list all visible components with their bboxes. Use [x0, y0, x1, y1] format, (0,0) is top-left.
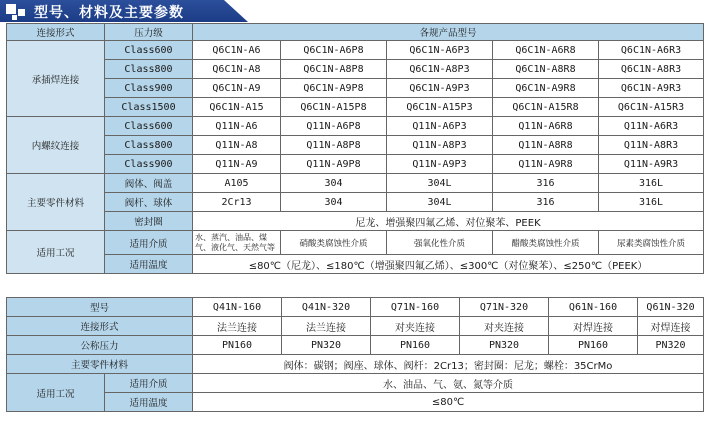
- model-cell: Q6C1N-A6P3: [387, 41, 493, 60]
- connection-cell: 法兰连接: [282, 317, 371, 336]
- pressure-label: 公称压力: [7, 336, 193, 355]
- material-cell: 304: [281, 174, 387, 193]
- model-cell: Q6C1N-A15P3: [387, 98, 493, 117]
- material-cell: 316: [493, 193, 599, 212]
- model-cell: Q6C1N-A8P3: [387, 60, 493, 79]
- pressure-cell: Class800: [105, 60, 193, 79]
- medium-value: 水、油品、气、氨、氮等介质: [193, 374, 704, 393]
- model-cell: Q61N-160: [549, 298, 638, 317]
- model-cell: Q71N-320: [460, 298, 549, 317]
- model-cell: Q6C1N-A9: [193, 79, 281, 98]
- pressure-cell: PN320: [282, 336, 371, 355]
- model-cell: Q6C1N-A6R8: [493, 41, 599, 60]
- connection-cell: 对夹连接: [371, 317, 460, 336]
- medium-cell: 水、蒸汽、油品、煤气、液化气、天然气等: [193, 231, 281, 255]
- material-cell: 304: [281, 193, 387, 212]
- model-cell: Q11N-A9R3: [599, 155, 704, 174]
- model-label: 型号: [7, 298, 193, 317]
- model-cell: Q11N-A6R3: [599, 117, 704, 136]
- model-cell: Q6C1N-A6P8: [281, 41, 387, 60]
- model-cell: Q11N-A8R8: [493, 136, 599, 155]
- conditions-label: 适用工况: [7, 374, 105, 412]
- banner-square-icon: [18, 9, 25, 16]
- pressure-cell: PN160: [371, 336, 460, 355]
- body-material-label: 阀体、阀盖: [105, 174, 193, 193]
- connection-cell: 法兰连接: [193, 317, 282, 336]
- materials-value: 阀体：碳钢；阀座、球体、阀杆：2Cr13；密封圈：尼龙；螺栓：35CrMo: [193, 355, 704, 374]
- pressure-cell: Class900: [105, 155, 193, 174]
- model-cell: Q11N-A8: [193, 136, 281, 155]
- connection-cell: 对夹连接: [460, 317, 549, 336]
- pressure-cell: Class600: [105, 41, 193, 60]
- model-cell: Q6C1N-A8R3: [599, 60, 704, 79]
- banner-slant: [224, 0, 248, 22]
- temperature-label: 适用温度: [105, 255, 193, 274]
- conditions-label: 适用工况: [7, 231, 105, 274]
- pressure-cell: Class900: [105, 79, 193, 98]
- seal-material-label: 密封圈: [105, 212, 193, 231]
- model-cell: Q11N-A9: [193, 155, 281, 174]
- medium-cell: 醋酸类腐蚀性介质: [493, 231, 599, 255]
- model-cell: Q6C1N-A6: [193, 41, 281, 60]
- model-cell: Q6C1N-A15: [193, 98, 281, 117]
- model-spec-table: [6, 23, 704, 274]
- model-cell: Q6C1N-A9P3: [387, 79, 493, 98]
- banner-title: 型号、材料及主要参数: [34, 5, 184, 21]
- pressure-cell: PN160: [549, 336, 638, 355]
- section-banner: [0, 0, 248, 22]
- thread-label: 内螺纹连接: [7, 117, 105, 174]
- pressure-cell: PN320: [460, 336, 549, 355]
- model-cell: Q6C1N-A8: [193, 60, 281, 79]
- medium-cell: 尿素类腐蚀性介质: [599, 231, 704, 255]
- model-cell: Q11N-A8P8: [281, 136, 387, 155]
- model-cell: Q11N-A9R8: [493, 155, 599, 174]
- temperature-value: ≤80℃: [193, 393, 704, 412]
- model-cell: Q6C1N-A8R8: [493, 60, 599, 79]
- model-cell: Q61N-320: [638, 298, 704, 317]
- temperature-label: 适用温度: [105, 393, 193, 412]
- header-models: 各规产品型号: [193, 24, 704, 41]
- model-cell: Q6C1N-A6R3: [599, 41, 704, 60]
- model-cell: Q71N-160: [371, 298, 460, 317]
- material-cell: 316L: [599, 193, 704, 212]
- model-cell: Q11N-A8P3: [387, 136, 493, 155]
- model-cell: Q6C1N-A9P8: [281, 79, 387, 98]
- model-cell: Q11N-A9P8: [281, 155, 387, 174]
- model-cell: Q41N-160: [193, 298, 282, 317]
- model-cell: Q6C1N-A9R8: [493, 79, 599, 98]
- model-cell: Q6C1N-A15P8: [281, 98, 387, 117]
- high-pressure-spec-table: [6, 297, 704, 412]
- connection-cell: 对焊连接: [549, 317, 638, 336]
- model-cell: Q11N-A8R3: [599, 136, 704, 155]
- model-cell: Q11N-A6: [193, 117, 281, 136]
- material-cell: 316: [493, 174, 599, 193]
- medium-label: 适用介质: [105, 374, 193, 393]
- socket-weld-label: 承插焊连接: [7, 41, 105, 117]
- model-cell: Q6C1N-A15R3: [599, 98, 704, 117]
- seal-material-value: 尼龙、增强聚四氟乙烯、对位聚苯、PEEK: [193, 212, 704, 231]
- material-cell: 304L: [387, 193, 493, 212]
- model-cell: Q6C1N-A9R3: [599, 79, 704, 98]
- banner-square-icon: [12, 15, 17, 20]
- banner-square-icon: [6, 4, 16, 14]
- pressure-cell: Class600: [105, 117, 193, 136]
- material-cell: 2Cr13: [193, 193, 281, 212]
- ball-material-label: 阀杆、球体: [105, 193, 193, 212]
- model-cell: Q11N-A9P3: [387, 155, 493, 174]
- medium-cell: 强氧化性介质: [387, 231, 493, 255]
- medium-cell: 硝酸类腐蚀性介质: [281, 231, 387, 255]
- connection-label: 连接形式: [7, 317, 193, 336]
- materials-label: 主要零件材料: [7, 174, 105, 231]
- material-cell: A105: [193, 174, 281, 193]
- model-cell: Q6C1N-A8P8: [281, 60, 387, 79]
- model-cell: Q11N-A6R8: [493, 117, 599, 136]
- model-cell: Q41N-320: [282, 298, 371, 317]
- pressure-cell: Class800: [105, 136, 193, 155]
- model-cell: Q6C1N-A15R8: [493, 98, 599, 117]
- model-cell: Q11N-A6P3: [387, 117, 493, 136]
- pressure-cell: PN160: [193, 336, 282, 355]
- connection-cell: 对焊连接: [638, 317, 704, 336]
- pressure-cell: Class1500: [105, 98, 193, 117]
- header-connection: 连接形式: [7, 24, 105, 41]
- materials-label: 主要零件材料: [7, 355, 193, 374]
- material-cell: 304L: [387, 174, 493, 193]
- pressure-cell: PN320: [638, 336, 704, 355]
- temperature-value: ≤80℃（尼龙）、≤180℃（增强聚四氟乙烯）、≤300℃（对位聚苯）、≤250℃（PEEK）: [193, 255, 704, 274]
- header-pressure: 压力级: [105, 24, 193, 41]
- model-cell: Q11N-A6P8: [281, 117, 387, 136]
- medium-label: 适用介质: [105, 231, 193, 255]
- material-cell: 316L: [599, 174, 704, 193]
